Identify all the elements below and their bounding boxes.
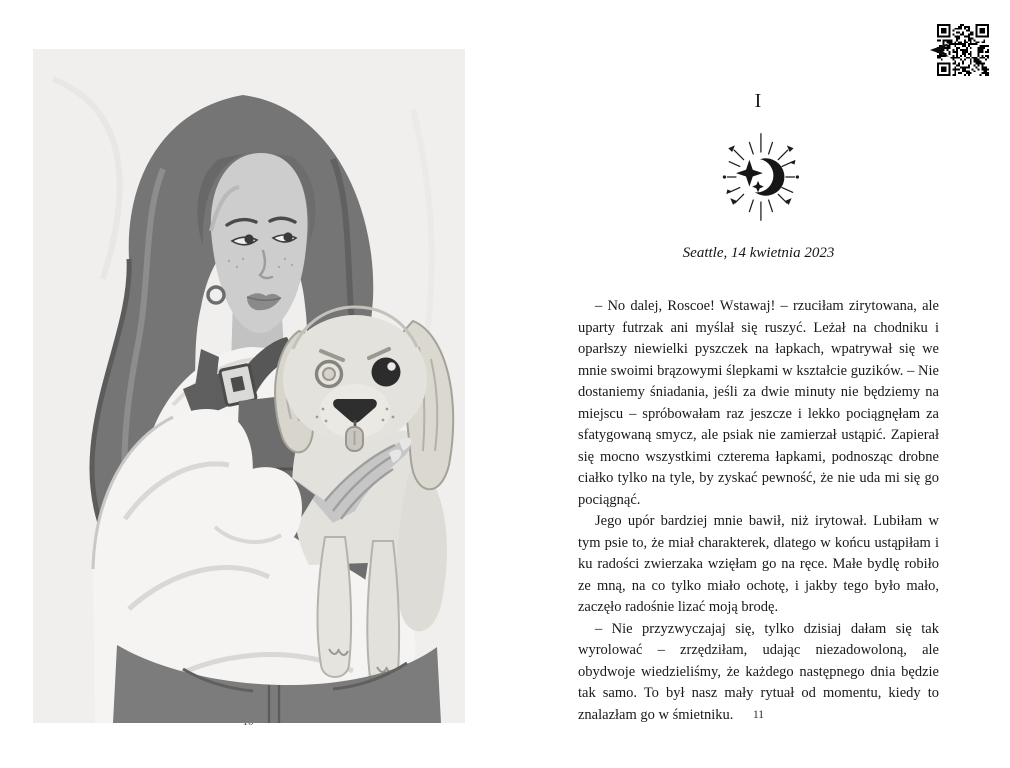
paragraph: – No dalej, Roscoe! Wstawaj! – rzuciłam zirytowana, ale uparty futrzak ani myślał się ruszyć. Leżał na chodniku i oparłszy niewielki pyszczek na łapkach, wpatrywał się we mnie swoimi brązowymi ślepkami w kształcie guzików. – Nie dostaniemy śniadania, jeśli za dwie minuty nie będziemy na miejscu – spróbowałam raz jeszcze i lekko pociągnęłam za sfatygowaną smycz, ale psiak nie zamierzał ustąpić. Zapierał się mocno wszystkimi czterema łapkami, podnosząc drobne ciałko tylko na tyle, by zyskać pewność, że nie uda mi się go pociągnąć. [578, 298, 939, 508]
chapter-dateline: Seattle, 14 kwietnia 2023 [682, 245, 835, 261]
right-page [578, 0, 939, 726]
illustration-drawing [33, 49, 465, 723]
book-illustration-woman-with-puppy [33, 49, 465, 723]
page-number-right: 11 [752, 709, 765, 721]
paragraph: Jego upór bardziej mnie bawił, niż irytował. Lubiłam w tym psie to, że miał charakterek, dlatego w końcu ustąpiłam i ku radości zwierzaka wzięłam go na ręce. Małe bydlę robiło ze mną, na co tylko miało ochotę, i jakby tego było mało, zaczęło radośnie lizać moją brodę. [578, 513, 939, 615]
chapter-number: I [754, 90, 763, 112]
crescent-moon-starburst-ornament-icon [711, 129, 807, 225]
cursor-arrow-icon [929, 40, 950, 59]
body-text [578, 296, 939, 726]
paragraph: – Nie przyzwyczajaj się, tylko dzisiaj dałam się tak wyrolować – zrzędziłam, udając niezadowoloną, ale obydwoje wiedzieliśmy, że każdego następnego dnia będzie tak samo. To był nasz mały rytuał od momentu, kiedy to znalazłam go w śmietniku. [578, 620, 939, 723]
